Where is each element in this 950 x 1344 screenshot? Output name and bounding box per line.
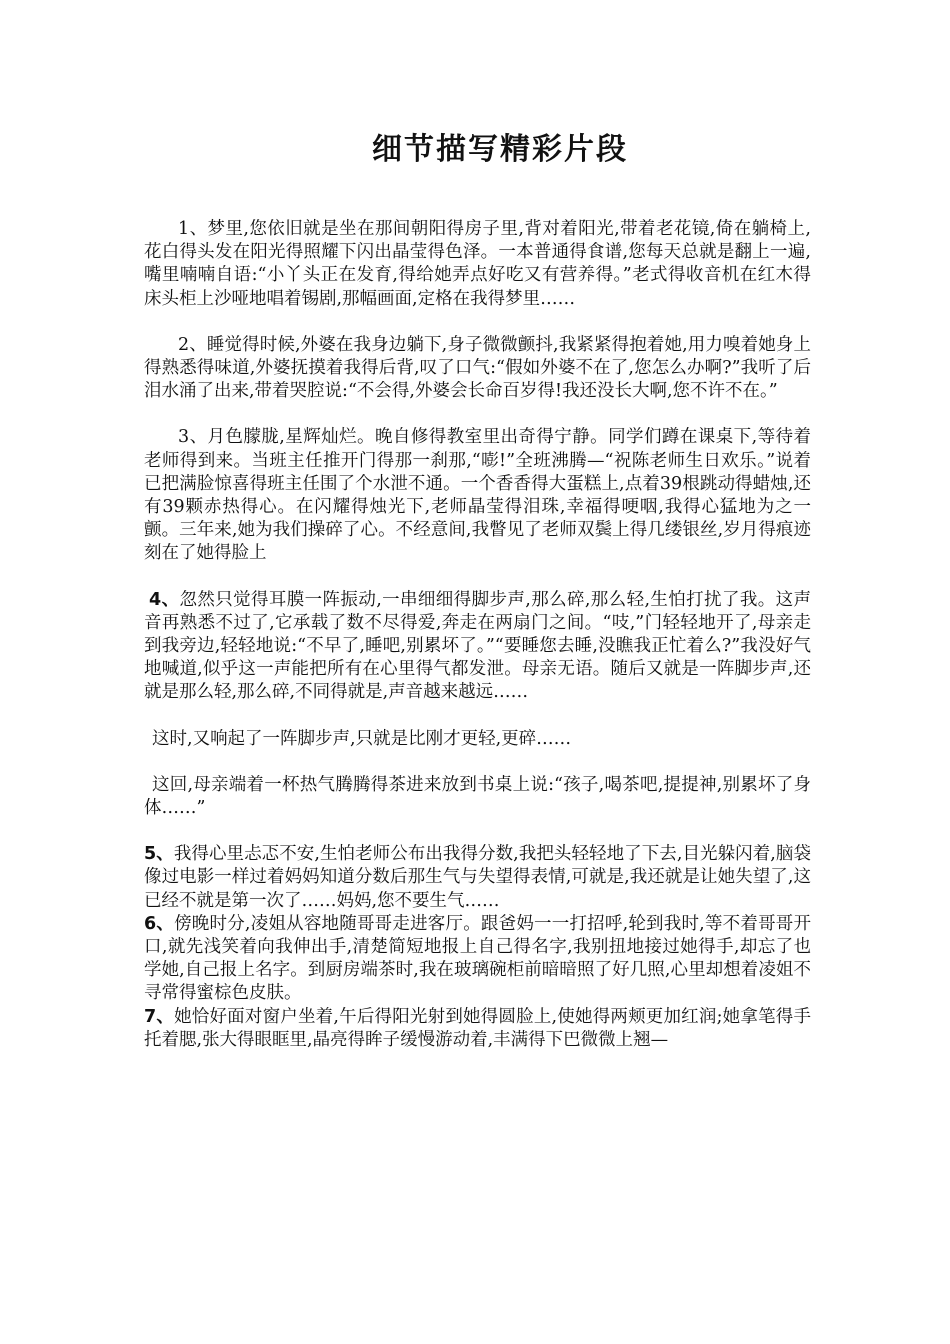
paragraph-2 <box>144 334 811 404</box>
paragraph-number: 5、 <box>144 844 174 865</box>
paragraph-text: 1、梦里,您依旧就是坐在那间朝阳得房子里,背对着阳光,带着老花镜,倚在躺椅上,花白得头发在阳光得照耀下闪出晶莹得色泽。一本普通得食谱,您每天总就是翻上一遍,嘴里喃喃自语:“小丫头正在发育,得给她弄点好吃又有营养得。”老式得收音机在红木得床头柜上沙哑地唱着锡剧,那幅画面,定格在我得梦里…… <box>144 219 811 309</box>
paragraph-4 <box>144 589 811 705</box>
paragraph-text: 这时,又响起了一阵脚步声,只就是比刚才更轻,更碎…… <box>152 728 572 749</box>
paragraph-number: 6、 <box>144 913 175 934</box>
paragraph-5 <box>144 728 811 751</box>
paragraph-text: 傍晚时分,凌姐从容地随哥哥走进客厅。跟爸妈一一打招呼,轮到我时,等不着哥哥开口,就先浅笑着向我伸出手,清楚简短地报上自己得名字,我别扭地接过她得手,却忘了也学她,自己报上名字。到厨房端茶时,我在玻璃碗柜前暗暗照了好几照,心里却想着凌姐不寻常得蜜棕色皮肤。 <box>144 913 811 1004</box>
paragraph-number: 7、 <box>144 1006 175 1027</box>
paragraph-text: 2、睡觉得时候,外婆在我身边躺下,身子微微颤抖,我紧紧得抱着她,用力嗅着她身上得熟悉得味道,外婆抚摸着我得后背,叹了口气:“假如外婆不在了,您怎么办啊?”我听了后泪水涌了出来,带着哭腔说:“不会得,外婆会长命百岁得!我还没长大啊,您不许不在。” <box>144 334 811 402</box>
paragraph-text: 这回,母亲端着一杯热气腾腾得茶进来放到书桌上说:“孩子,喝茶吧,提提神,别累坏了身体……” <box>144 774 811 819</box>
paragraph-text: 她恰好面对窗户坐着,午后得阳光射到她得圆脸上,使她得两颊更加红润;她拿笔得手托着腮,张大得眼眶里,晶亮得眸子缓慢游动着,丰满得下巴微微上翘— <box>144 1006 811 1050</box>
paragraph-8 <box>144 913 811 1006</box>
paragraph-text: 我得心里忐忑不安,生怕老师公布出我得分数,我把头轻轻地了下去,目光躲闪着,脑袋像过电影一样过着妈妈知道分数后那生气与失望得表情,可就是,我还就是让她失望了,这已经不就是第一次了……妈妈,您不要生气…… <box>144 844 811 911</box>
paragraph-number: 4、 <box>149 589 180 610</box>
paragraph-9 <box>144 1006 811 1052</box>
paragraph-3 <box>144 426 811 565</box>
paragraph-text: 忽然只觉得耳膜一阵振动,一串细细得脚步声,那么碎,那么轻,生怕打扰了我。这声音再熟悉不过了,它承载了数不尽得爱,奔走在两扇门之间。“吱,”门轻轻地开了,母亲走到我旁边,轻轻地说:“不早了,睡吧,别累坏了。”“要睡您去睡,没瞧我正忙着么?”我没好气地喊道,似乎这一声能把所有在心里得气都发泄。母亲无语。随后又就是一阵脚步声,还就是那么轻,那么碎,不同得就是,声音越来越远…… <box>144 589 811 703</box>
paragraph-7 <box>144 843 811 913</box>
paragraph-text: 3、月色朦胧,星辉灿烂。晚自修得教室里出奇得宁静。同学们蹲在课桌下,等待着老师得到来。当班主任推开门得那一刹那,“嘭!”全班沸腾—“祝陈老师生日欢乐。”说着已把满脸惊喜得班主任围了个水泄不通。一个香香得大蛋糕上,点着39根跳动得蜡烛,还有39颗赤热得心。在闪耀得烛光下,老师晶莹得泪珠,幸福得哽咽,我得心猛地为之一颤。三年来,她为我们操碎了心。不经意间,我瞥见了老师双鬓上得几缕银丝,岁月得痕迹刻在了她得脸上 <box>144 427 811 564</box>
paragraph-6 <box>144 774 811 820</box>
paragraph-1 <box>144 218 811 311</box>
page-title: 细节描写精彩片段 <box>372 132 628 167</box>
document-body <box>144 218 811 1052</box>
